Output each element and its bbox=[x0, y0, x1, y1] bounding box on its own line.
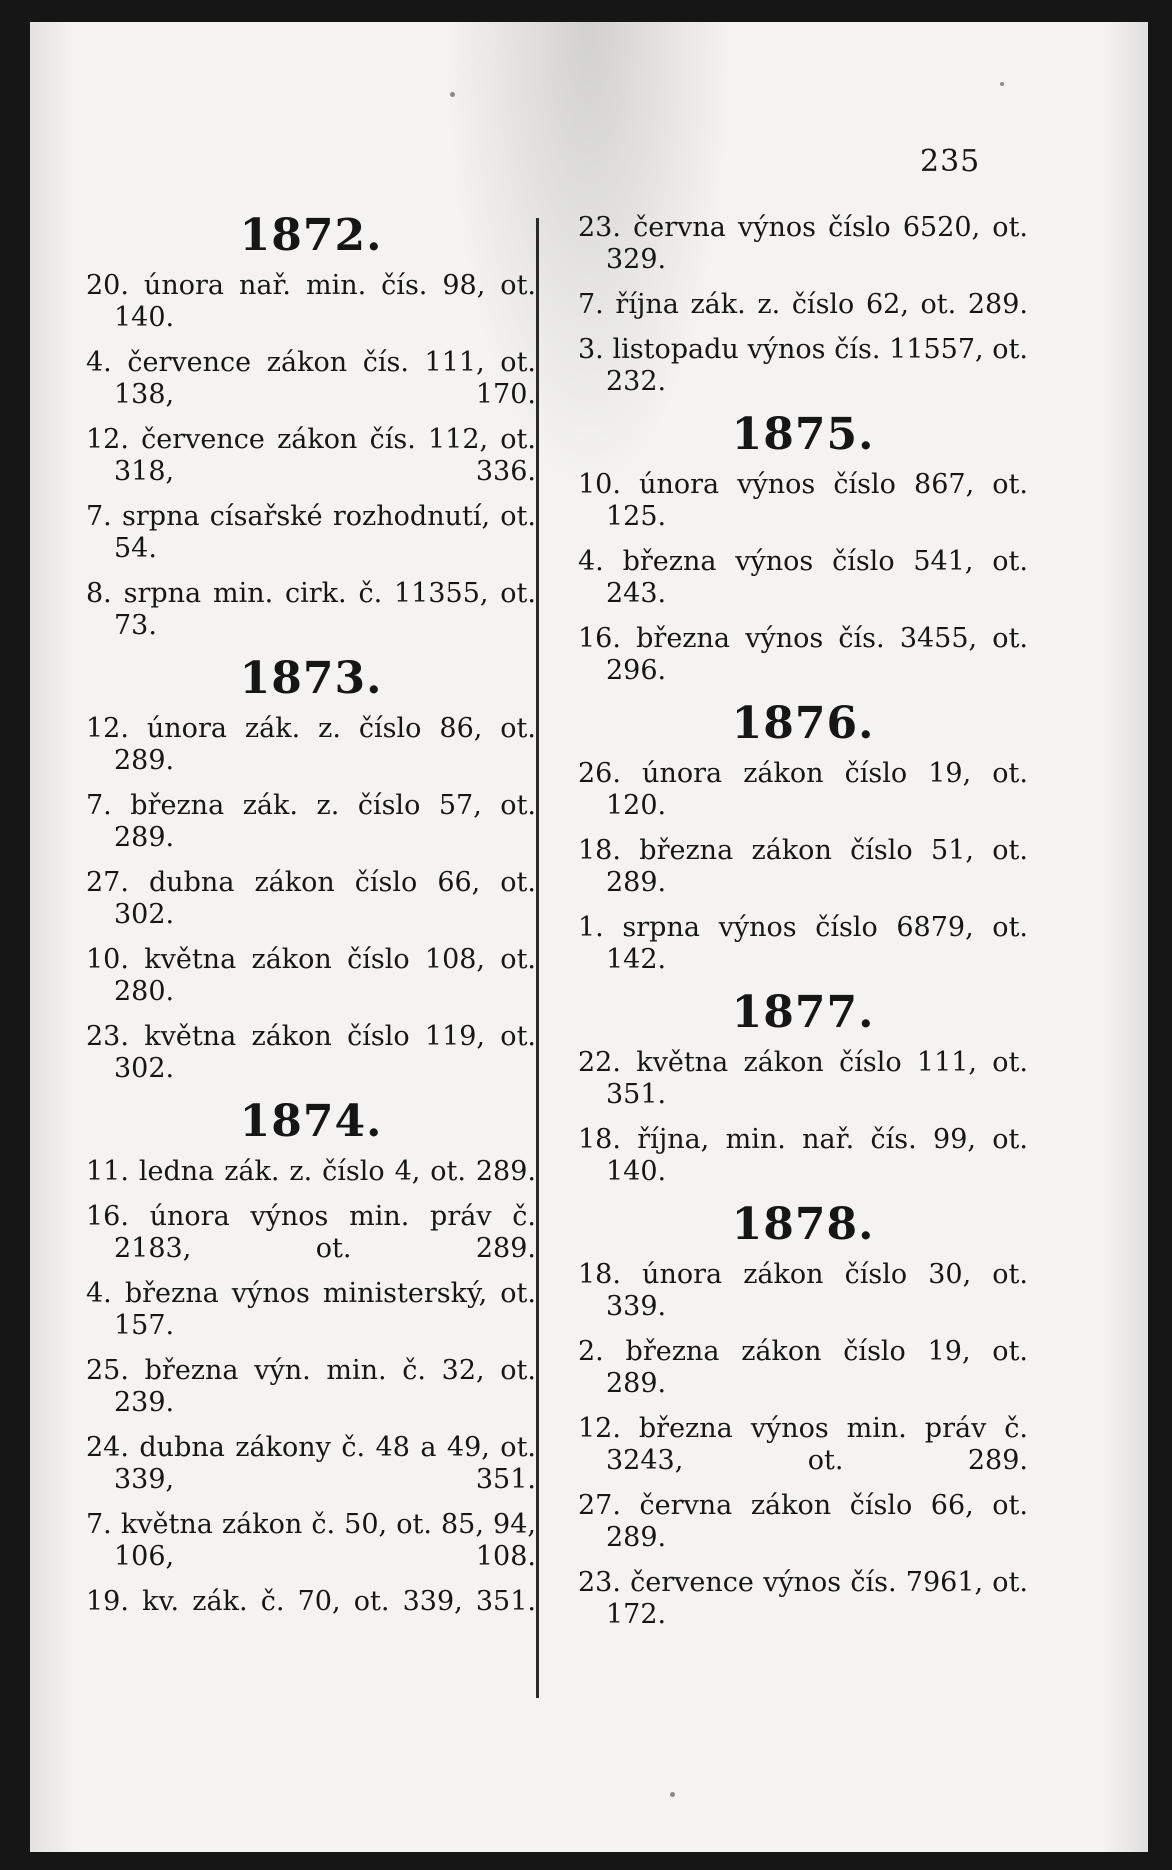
year-heading: 1872. bbox=[239, 210, 383, 261]
index-entry: 25. března výn. min. č. 32, ot. 239. bbox=[86, 1355, 536, 1418]
index-entry: 7. října zák. z. číslo 62, ot. 289. bbox=[578, 289, 1028, 320]
index-entry: 12. února zák. z. číslo 86, ot. 289. bbox=[86, 713, 536, 776]
index-entry: 1. srpna výnos číslo 6879, ot. 142. bbox=[578, 912, 1028, 975]
index-entry: 4. července zákon čís. 111, ot. 138, 170. bbox=[86, 347, 536, 410]
index-entry: 22. května zákon číslo 111, ot. 351. bbox=[578, 1047, 1028, 1110]
index-entry: 12. července zákon čís. 112, ot. 318, 336. bbox=[86, 424, 536, 487]
speck bbox=[450, 92, 455, 97]
year-heading: 1878. bbox=[731, 1199, 875, 1250]
index-entry: 27. června zákon číslo 66, ot. 289. bbox=[578, 1490, 1028, 1553]
index-entry: 4. března výnos ministerský, ot. 157. bbox=[86, 1278, 536, 1341]
year-heading: 1875. bbox=[731, 409, 875, 460]
index-entry: 7. srpna císařské rozhodnutí, ot. 54. bbox=[86, 501, 536, 564]
index-entry: 10. února výnos číslo 867, ot. 125. bbox=[578, 469, 1028, 532]
index-entry: 26. února zákon číslo 19, ot. 120. bbox=[578, 758, 1028, 821]
index-entry: 4. března výnos číslo 541, ot. 243. bbox=[578, 546, 1028, 609]
page-number: 235 bbox=[920, 144, 981, 179]
index-entry: 7. března zák. z. číslo 57, ot. 289. bbox=[86, 790, 536, 853]
index-entry: 18. února zákon číslo 30, ot. 339. bbox=[578, 1259, 1028, 1322]
column-divider bbox=[536, 218, 539, 1698]
index-entry: 18. října, min. nař. čís. 99, ot. 140. bbox=[578, 1124, 1028, 1187]
year-heading: 1877. bbox=[731, 987, 875, 1038]
year-heading: 1873. bbox=[239, 653, 383, 704]
index-entry: 23. července výnos čís. 7961, ot. 172. bbox=[578, 1567, 1028, 1630]
index-entry: 19. kv. zák. č. 70, ot. 339, 351. bbox=[86, 1586, 536, 1617]
year-heading: 1876. bbox=[731, 698, 875, 749]
index-entry: 10. května zákon číslo 108, ot. 280. bbox=[86, 944, 536, 1007]
index-entry: 23. května zákon číslo 119, ot. 302. bbox=[86, 1021, 536, 1084]
year-heading: 1874. bbox=[239, 1096, 383, 1147]
index-entry: 18. března zákon číslo 51, ot. 289. bbox=[578, 835, 1028, 898]
index-entry: 27. dubna zákon číslo 66, ot. 302. bbox=[86, 867, 536, 930]
left-column bbox=[86, 212, 536, 1631]
index-entry: 2. března zákon číslo 19, ot. 289. bbox=[578, 1336, 1028, 1399]
right-column bbox=[578, 212, 1028, 1644]
speck bbox=[670, 1792, 675, 1797]
index-entry: 3. listopadu výnos čís. 11557, ot. 232. bbox=[578, 334, 1028, 397]
index-entry: 20. února nař. min. čís. 98, ot. 140. bbox=[86, 270, 536, 333]
index-entry: 16. února výnos min. práv č. 2183, ot. 289. bbox=[86, 1201, 536, 1264]
speck bbox=[1000, 82, 1004, 86]
index-entry: 24. dubna zákony č. 48 a 49, ot. 339, 351. bbox=[86, 1432, 536, 1495]
index-entry: 8. srpna min. cirk. č. 11355, ot. 73. bbox=[86, 578, 536, 641]
index-entry: 11. ledna zák. z. číslo 4, ot. 289. bbox=[86, 1156, 536, 1187]
book-page bbox=[30, 22, 1148, 1852]
index-entry: 23. června výnos číslo 6520, ot. 329. bbox=[578, 212, 1028, 275]
index-entry: 7. května zákon č. 50, ot. 85, 94, 106, 108. bbox=[86, 1509, 536, 1572]
index-entry: 16. března výnos čís. 3455, ot. 296. bbox=[578, 623, 1028, 686]
index-entry: 12. března výnos min. práv č. 3243, ot. 289. bbox=[578, 1413, 1028, 1476]
